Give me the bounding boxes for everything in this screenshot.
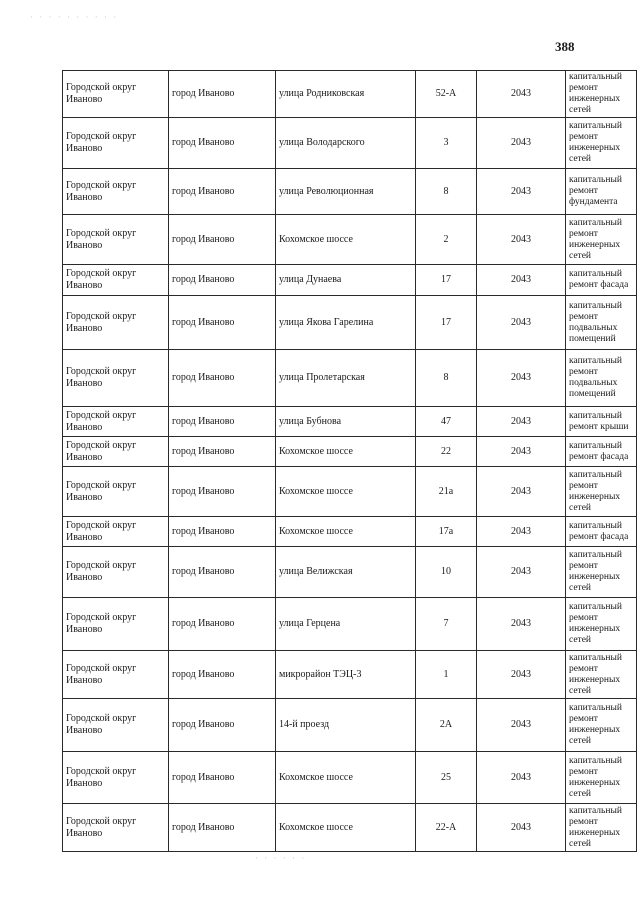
cell-district: Городской округ Иваново — [63, 265, 169, 296]
cell-street: улица Якова Гарелина — [276, 296, 416, 350]
cell-year: 2043 — [477, 752, 566, 804]
cell-year: 2043 — [477, 350, 566, 407]
cell-work-type: капитальный ремонт инженерных сетей — [566, 467, 637, 517]
cell-work-type: капитальный ремонт инженерных сетей — [566, 752, 637, 804]
cell-city: город Иваново — [169, 598, 276, 651]
cell-year: 2043 — [477, 547, 566, 598]
cell-house-number: 25 — [416, 752, 477, 804]
cell-city: город Иваново — [169, 407, 276, 437]
cell-city: город Иваново — [169, 71, 276, 118]
cell-year: 2043 — [477, 598, 566, 651]
cell-street: улица Герцена — [276, 598, 416, 651]
cell-street: Кохомское шоссе — [276, 437, 416, 467]
footer-scan-smudge: · · · · · · — [255, 853, 307, 863]
cell-year: 2043 — [477, 407, 566, 437]
cell-house-number: 8 — [416, 350, 477, 407]
cell-street: улица Володарского — [276, 118, 416, 169]
cell-year: 2043 — [477, 265, 566, 296]
cell-district: Городской округ Иваново — [63, 752, 169, 804]
cell-house-number: 2 — [416, 215, 477, 265]
cell-district: Городской округ Иваново — [63, 437, 169, 467]
cell-year: 2043 — [477, 699, 566, 752]
cell-work-type: капитальный ремонт подвальных помещений — [566, 350, 637, 407]
cell-house-number: 10 — [416, 547, 477, 598]
cell-street: Кохомское шоссе — [276, 752, 416, 804]
cell-work-type: капитальный ремонт фасада — [566, 517, 637, 547]
cell-work-type: капитальный ремонт инженерных сетей — [566, 71, 637, 118]
cell-year: 2043 — [477, 71, 566, 118]
cell-house-number: 22-А — [416, 804, 477, 852]
table-row — [63, 118, 637, 169]
cell-house-number: 17 — [416, 265, 477, 296]
cell-year: 2043 — [477, 215, 566, 265]
table-row — [63, 265, 637, 296]
cell-street: улица Революционная — [276, 169, 416, 215]
cell-house-number: 21а — [416, 467, 477, 517]
cell-district: Городской округ Иваново — [63, 804, 169, 852]
cell-city: город Иваново — [169, 467, 276, 517]
cell-street: Кохомское шоссе — [276, 517, 416, 547]
cell-district: Городской округ Иваново — [63, 651, 169, 699]
cell-year: 2043 — [477, 118, 566, 169]
cell-city: город Иваново — [169, 296, 276, 350]
cell-district: Городской округ Иваново — [63, 215, 169, 265]
cell-house-number: 22 — [416, 437, 477, 467]
cell-city: город Иваново — [169, 169, 276, 215]
cell-city: город Иваново — [169, 547, 276, 598]
cell-city: город Иваново — [169, 215, 276, 265]
cell-street: Кохомское шоссе — [276, 215, 416, 265]
cell-work-type: капитальный ремонт инженерных сетей — [566, 547, 637, 598]
cell-house-number: 1 — [416, 651, 477, 699]
table-row — [63, 598, 637, 651]
cell-year: 2043 — [477, 804, 566, 852]
cell-district: Городской округ Иваново — [63, 350, 169, 407]
cell-city: город Иваново — [169, 517, 276, 547]
cell-street: улица Дунаева — [276, 265, 416, 296]
cell-city: город Иваново — [169, 437, 276, 467]
table-row — [63, 296, 637, 350]
table-row — [63, 71, 637, 118]
table-row — [63, 517, 637, 547]
cell-city: город Иваново — [169, 752, 276, 804]
table-row — [63, 169, 637, 215]
cell-city: город Иваново — [169, 350, 276, 407]
table-row — [63, 804, 637, 852]
cell-street: улица Бубнова — [276, 407, 416, 437]
cell-street: 14-й проезд — [276, 699, 416, 752]
cell-work-type: капитальный ремонт инженерных сетей — [566, 215, 637, 265]
cell-district: Городской округ Иваново — [63, 699, 169, 752]
cell-street: улица Родниковская — [276, 71, 416, 118]
cell-house-number: 47 — [416, 407, 477, 437]
cell-house-number: 2А — [416, 699, 477, 752]
cell-street: улица Пролетарская — [276, 350, 416, 407]
table-row — [63, 215, 637, 265]
repair-schedule-table — [62, 70, 637, 852]
cell-district: Городской округ Иваново — [63, 296, 169, 350]
cell-house-number: 7 — [416, 598, 477, 651]
cell-year: 2043 — [477, 651, 566, 699]
cell-year: 2043 — [477, 169, 566, 215]
cell-city: город Иваново — [169, 118, 276, 169]
cell-work-type: капитальный ремонт фасада — [566, 437, 637, 467]
cell-work-type: капитальный ремонт подвальных помещений — [566, 296, 637, 350]
cell-city: город Иваново — [169, 651, 276, 699]
table-row — [63, 467, 637, 517]
table-row — [63, 752, 637, 804]
cell-year: 2043 — [477, 437, 566, 467]
cell-district: Городской округ Иваново — [63, 547, 169, 598]
cell-district: Городской округ Иваново — [63, 118, 169, 169]
cell-district: Городской округ Иваново — [63, 71, 169, 118]
cell-house-number: 17а — [416, 517, 477, 547]
cell-street: Кохомское шоссе — [276, 804, 416, 852]
table-row — [63, 350, 637, 407]
cell-year: 2043 — [477, 517, 566, 547]
cell-work-type: капитальный ремонт фасада — [566, 265, 637, 296]
table-row — [63, 407, 637, 437]
cell-work-type: капитальный ремонт инженерных сетей — [566, 804, 637, 852]
cell-work-type: капитальный ремонт фундамента — [566, 169, 637, 215]
cell-district: Городской округ Иваново — [63, 598, 169, 651]
cell-street: микрорайон ТЭЦ-3 — [276, 651, 416, 699]
cell-street: Кохомское шоссе — [276, 467, 416, 517]
cell-work-type: капитальный ремонт крыши — [566, 407, 637, 437]
cell-house-number: 3 — [416, 118, 477, 169]
page-number: 388 — [555, 39, 575, 54]
cell-district: Городской округ Иваново — [63, 517, 169, 547]
table-row — [63, 699, 637, 752]
cell-work-type: капитальный ремонт инженерных сетей — [566, 118, 637, 169]
cell-district: Городской округ Иваново — [63, 467, 169, 517]
table-row — [63, 547, 637, 598]
cell-work-type: капитальный ремонт инженерных сетей — [566, 598, 637, 651]
cell-work-type: капитальный ремонт инженерных сетей — [566, 699, 637, 752]
cell-house-number: 17 — [416, 296, 477, 350]
cell-work-type: капитальный ремонт инженерных сетей — [566, 651, 637, 699]
cell-district: Городской округ Иваново — [63, 407, 169, 437]
cell-year: 2043 — [477, 296, 566, 350]
cell-year: 2043 — [477, 467, 566, 517]
table-row — [63, 437, 637, 467]
cell-city: город Иваново — [169, 804, 276, 852]
cell-city: город Иваново — [169, 265, 276, 296]
cell-street: улица Велижская — [276, 547, 416, 598]
table-row — [63, 651, 637, 699]
cell-house-number: 8 — [416, 169, 477, 215]
header-scan-smudge: · · · · · · · · · · — [30, 12, 119, 22]
cell-city: город Иваново — [169, 699, 276, 752]
cell-house-number: 52-А — [416, 71, 477, 118]
cell-district: Городской округ Иваново — [63, 169, 169, 215]
